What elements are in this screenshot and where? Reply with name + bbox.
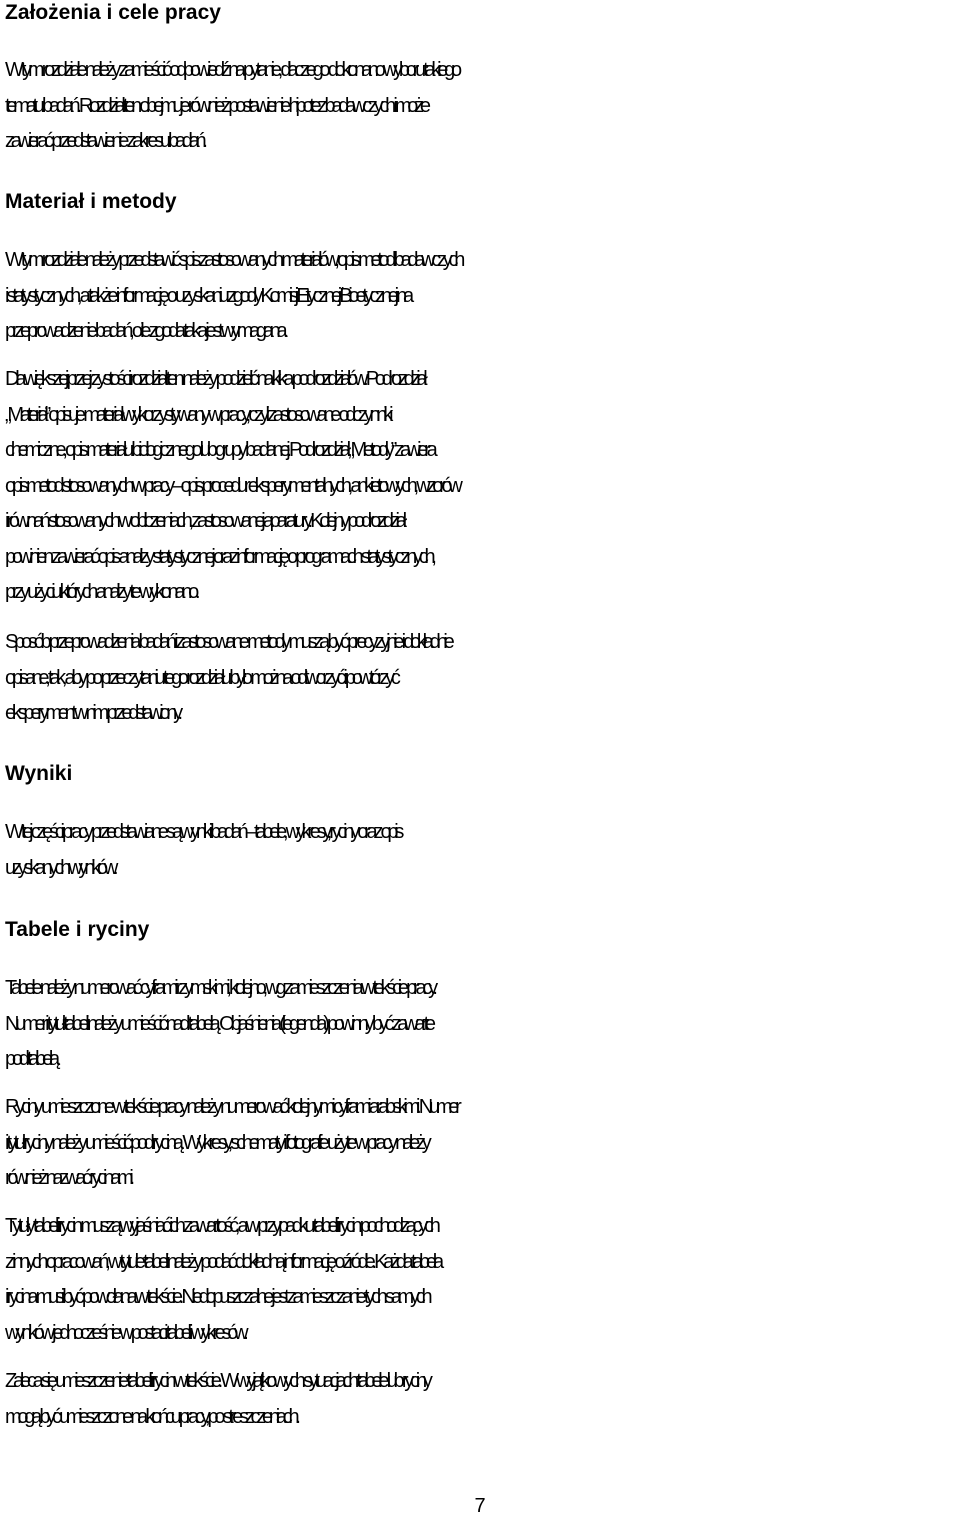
text-line: W tym rozdziale należy przedstawić spis zastosowanych materiałów, opis metod badawczych <box>5 249 462 271</box>
text-line: zawierać przedstawienie zakresu badań. <box>5 130 204 152</box>
section-heading-tabele-i-ryciny: Tabele i ryciny <box>5 918 150 941</box>
text-line: z innych opracowań, w tytule tabeli należy podać dokładną informację o źródle. Każda tabela <box>5 1250 440 1273</box>
paragraph <box>5 815 957 886</box>
paragraph <box>5 1209 957 1351</box>
section-heading-material-i-metody: Materiał i metody <box>5 190 177 213</box>
text-line: Ryciny umieszczone w tekście pracy należy numerować kolejnymi cyframi arabskimi. Numer <box>5 1096 458 1118</box>
paragraph <box>5 1364 957 1435</box>
paragraph <box>5 625 957 732</box>
text-line: opis metod stosowanych w pracy – opis procedur eksperymentalnych, ankietowych, wzorów <box>5 474 459 497</box>
text-line: Numer i tytuł tabeli należy umieścić nad tabelą. Objaśnienia (legenda) powinny być zawarte <box>5 1012 432 1035</box>
text-line: przy użyciu których analizy te wykonano. <box>5 581 197 603</box>
text-line: i tytuł ryciny należy umieścić pod ryciną. Wykresy, schematy i fotografie użyte w pracy należy <box>5 1131 428 1154</box>
text-line: Dla większej przejrzystości rozdział ten należy podzielić na kilka podrozdziałów. Podrozdział <box>5 368 424 390</box>
text-line: pod tabelą. <box>5 1048 58 1070</box>
text-line: W tym rozdziale należy zamieścić odpowiedź na pytanie, dlaczego dokonano wyboru takiego <box>5 59 458 81</box>
paragraph <box>5 971 957 1078</box>
text-line: i równań stosowanych w obliczeniach, zastosowanej aparatury. Kolejny podrozdział <box>5 510 403 532</box>
text-line: tematu badań. Rozdział ten obejmuje również postawienie hipotez badawczych i może <box>5 94 427 117</box>
section-heading-zalozenia: Założenia i cele pracy <box>5 1 221 24</box>
paragraph <box>5 243 957 350</box>
text-line: W tej części pracy przedstawiane są wyniki badań – tabele, wykresy, ryciny oraz opis <box>5 821 401 843</box>
text-line: chemiczne, opis materiału biologicznego lub grupy badanej. Podrozdział „Metody” zawiera <box>5 439 434 461</box>
text-line: i rycina musi być powołana w tekście. Niedopuszczalne jest zamieszczanie tych samych <box>5 1286 429 1308</box>
text-line: powinien zawierać opis analizy statystycznej oraz informację o programach statystycznych, <box>5 545 433 568</box>
text-line: eksperyment w nim przedstawiony. <box>5 702 179 724</box>
page-number: 7 <box>474 1495 486 1517</box>
paragraph <box>5 362 957 611</box>
text-line: Tytuły tabel i rycin muszą wyjaśniać ich zawartość, a w przypadku tabel i rycin pochodzących <box>5 1215 437 1237</box>
text-line: mogą być umieszczone na końcu pracy, po streszczeniach. <box>5 1405 297 1428</box>
paragraph <box>5 1090 957 1197</box>
text-line: przeprowadzenie badań, o ile zgoda taka jest wymagana. <box>5 320 285 342</box>
section-heading-wyniki: Wyniki <box>5 762 73 785</box>
paragraph <box>5 53 957 160</box>
text-line: opisane, tak, aby po przeczytaniu tego rozdziału było można odtworzyć i powtórzyć <box>5 666 397 689</box>
text-line: wyników jednocześnie w postaci tabel i wykresów. <box>5 1321 245 1344</box>
text-line: i statystycznych, a także informację o uzyskaniu zgody Komisji Etycznej/Bioetycznej na <box>5 284 410 307</box>
text-line: Tabele należy numerować cyframi rzymskimi, kolejno, wg zamieszczenia w tekście pracy. <box>5 977 434 999</box>
text-line: Sposób przeprowadzenia badań i zastosowane metody muszą być precyzyjnie i dokładnie <box>5 631 451 653</box>
text-line: „Materiał” opisuje materiał wykorzystywany w pracy, czyli zastosowane odczynniki <box>5 403 390 426</box>
text-line: Zaleca się umieszczenie tabel i rycin w tekście. W wyjątkowych sytuacjach tabele lub ryciny <box>5 1370 429 1392</box>
text-line: uzyskanych wyników. <box>5 856 115 879</box>
text-line: również nazwać rycinami. <box>5 1167 131 1189</box>
